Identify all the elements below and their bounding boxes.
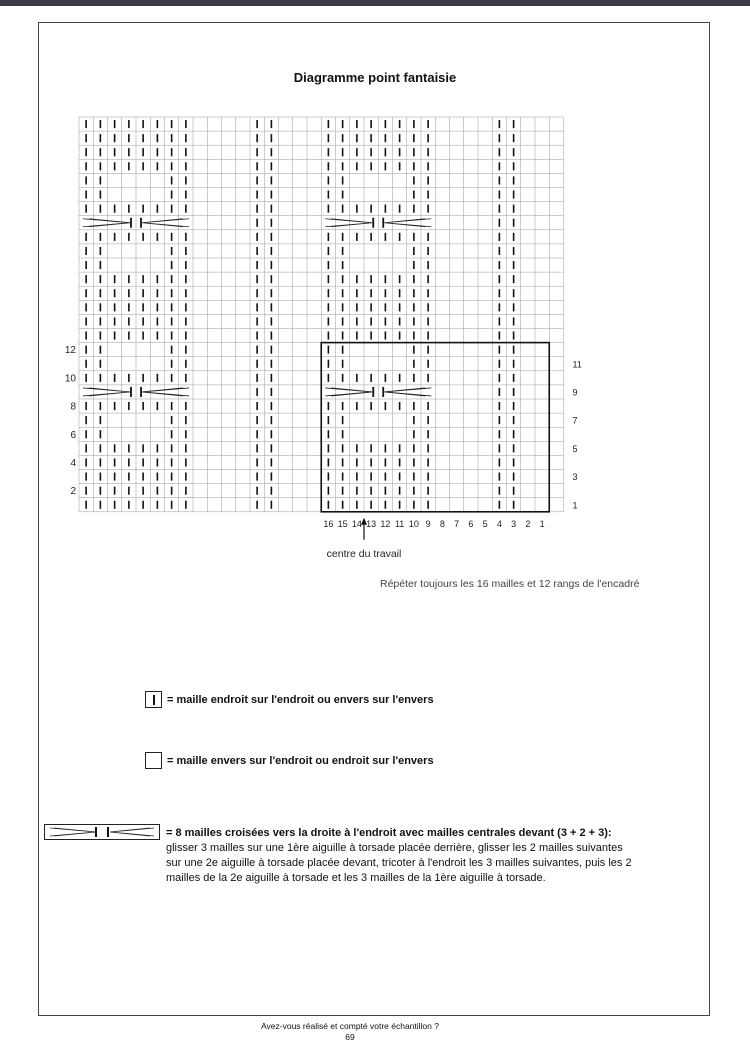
- cable-stitch: [142, 219, 189, 227]
- column-label: 13: [366, 518, 377, 529]
- footer-question: Avez-vous réalisé et compté votre échantillon ?: [261, 1021, 439, 1031]
- repeat-row-label: 11: [572, 359, 582, 370]
- column-label: 14: [351, 518, 362, 529]
- knit-symbol-icon: [145, 691, 162, 708]
- cable-stitch: [325, 219, 372, 227]
- repeat-row-label: 5: [572, 443, 578, 454]
- repeat-note: Répéter toujours les 16 mailles et 12 rangs de l'encadré: [380, 578, 640, 590]
- column-label: 2: [525, 518, 531, 529]
- legend-cable-title: = 8 mailles croisées vers la droite à l'endroit avec mailles centrales devant (3 + 2 + 3):: [166, 827, 612, 839]
- column-label: 1: [539, 518, 545, 529]
- row-label: 2: [70, 486, 76, 498]
- column-label: 3: [511, 518, 517, 529]
- column-label: 4: [496, 518, 502, 529]
- column-label: 7: [454, 518, 460, 529]
- row-label: 8: [70, 401, 76, 413]
- repeat-row-label: 9: [572, 387, 578, 398]
- cable-stitch: [384, 219, 431, 227]
- column-label: 6: [468, 518, 474, 529]
- cable-stitch: [142, 388, 189, 396]
- cable-stitch: [325, 388, 372, 396]
- column-label: 16: [323, 518, 334, 529]
- row-label: 4: [70, 457, 76, 469]
- page-number: 69: [345, 1032, 355, 1042]
- legend-cable: [166, 826, 641, 886]
- cable-stitch: [83, 219, 130, 227]
- repeat-row-label: 7: [572, 415, 578, 426]
- column-label: 8: [439, 518, 445, 529]
- repeat-row-label: 3: [572, 472, 578, 483]
- purl-symbol-icon: [145, 752, 162, 769]
- row-label: 12: [64, 345, 76, 357]
- chart-title: Diagramme point fantaisie: [293, 70, 457, 85]
- cable-stitch: [384, 388, 431, 396]
- repeat-row-label: 1: [572, 500, 578, 511]
- column-label: 10: [408, 518, 419, 529]
- legend-cable-description: glisser 3 mailles sur une 1ère aiguille à torsade placée derrière, glisser les 2 mailles suivantes sur une 2e aiguille à torsade placée devant, tricoter à l'endroit les 3 mailles suivantes, puis les 2 mailles de la 2e aiguille à torsade et les 3 mailles de la 1ère aiguille à torsade.: [166, 842, 632, 884]
- row-label: 10: [64, 373, 76, 385]
- cable-stitch: [83, 388, 130, 396]
- column-label: 5: [482, 518, 488, 529]
- legend-purl: = maille envers sur l'endroit ou endroit sur l'envers: [167, 755, 434, 767]
- cable-symbol-icon: [44, 824, 160, 840]
- column-label: 9: [425, 518, 431, 529]
- column-label: 15: [337, 518, 348, 529]
- column-label: 12: [380, 518, 391, 529]
- page-footer: [0, 1021, 700, 1043]
- centre-label: centre du travail: [326, 547, 402, 560]
- row-label: 6: [70, 429, 76, 441]
- column-label: 11: [394, 518, 405, 529]
- legend-knit: = maille endroit sur l'endroit ou envers sur l'envers: [167, 694, 434, 706]
